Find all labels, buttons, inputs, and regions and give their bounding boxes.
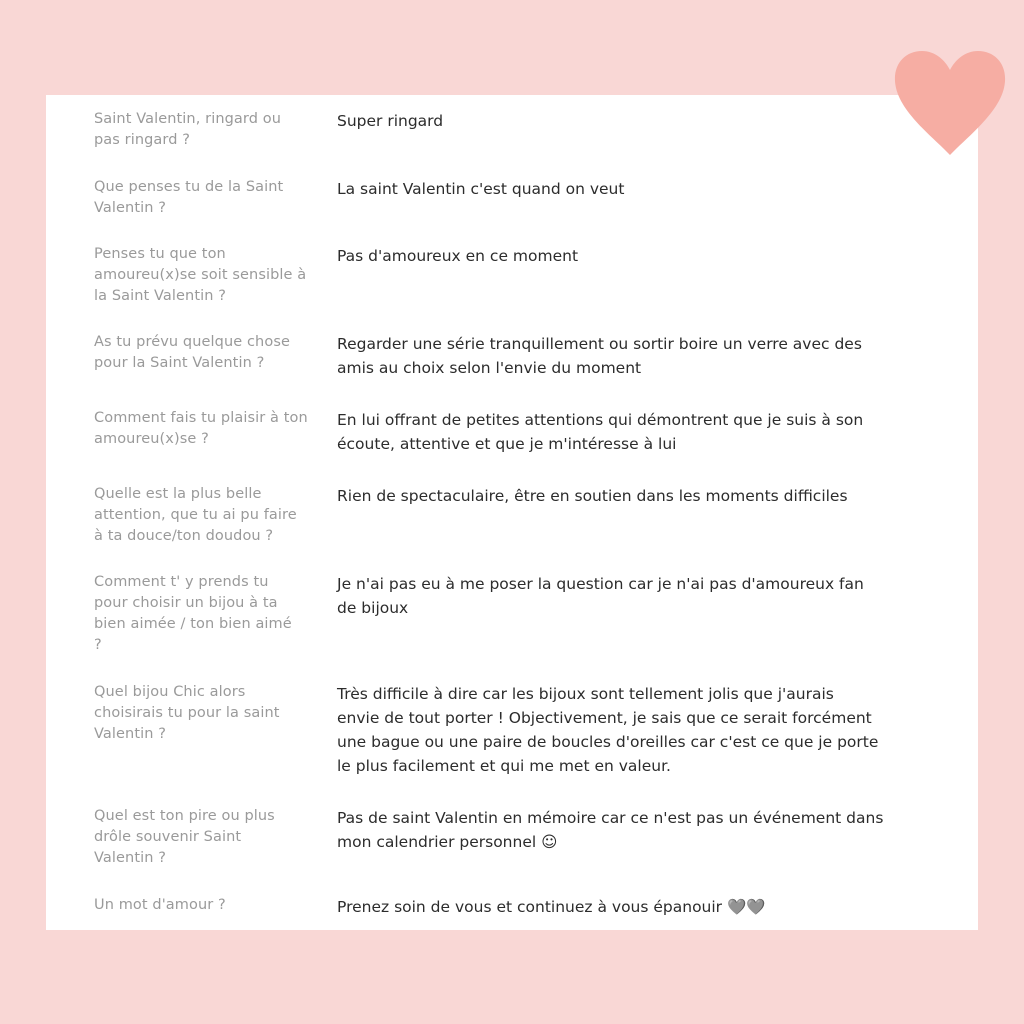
question-6: Quelle est la plus belle attention, que tu ai pu faire à ta douce/ton doudou ?: [94, 486, 297, 544]
answer-10: Prenez soin de vous et continuez à vous épanouir 🩶🩶: [337, 898, 766, 916]
question-4: As tu prévu quelque chose pour la Saint Valentin ?: [94, 334, 290, 371]
question-5: Comment fais tu plaisir à ton amoureu(x)se ?: [94, 410, 308, 447]
heart-shape: [895, 51, 1005, 155]
question-1: Saint Valentin, ringard ou pas ringard ?: [94, 111, 281, 148]
question-8: Quel bijou Chic alors choisirais tu pour la saint Valentin ?: [94, 684, 280, 742]
question-9: Quel est ton pire ou plus drôle souvenir Saint Valentin ?: [94, 808, 275, 866]
answer-2: La saint Valentin c'est quand on veut: [337, 180, 625, 198]
question-2: Que penses tu de la Saint Valentin ?: [94, 179, 284, 216]
qa-card: [46, 95, 978, 930]
answer-5: En lui offrant de petites attentions qui démontrent que je suis à son écoute, attentive et que je m'intéresse à lui: [337, 411, 864, 453]
answer-3: Pas d'amoureux en ce moment: [337, 247, 579, 265]
answer-4: Regarder une série tranquillement ou sortir boire un verre avec des amis au choix selon l'envie du moment: [337, 335, 862, 377]
answer-8: Très difficile à dire car les bijoux sont tellement jolis que j'aurais envie de tout porter ! Objectivement, je sais que ce serait forcément une bague ou une paire de boucles d'oreilles car c'est ce que je porte le plus facilement et qui me met en valeur.: [337, 685, 879, 775]
heart-icon: [890, 48, 1010, 158]
question-10: Un mot d'amour ?: [94, 897, 226, 913]
question-7: Comment t' y prends tu pour choisir un bijou à ta bien aimée / ton bien aimé ?: [94, 574, 292, 653]
answer-9: Pas de saint Valentin en mémoire car ce n'est pas un événement dans mon calendrier personnel ☺: [337, 809, 884, 851]
answer-7: Je n'ai pas eu à me poser la question car je n'ai pas d'amoureux fan de bijoux: [337, 575, 864, 617]
answer-1: Super ringard: [337, 112, 444, 130]
question-3: Penses tu que ton amoureu(x)se soit sensible à la Saint Valentin ?: [94, 246, 307, 304]
answer-6: Rien de spectaculaire, être en soutien dans les moments difficiles: [337, 487, 848, 505]
